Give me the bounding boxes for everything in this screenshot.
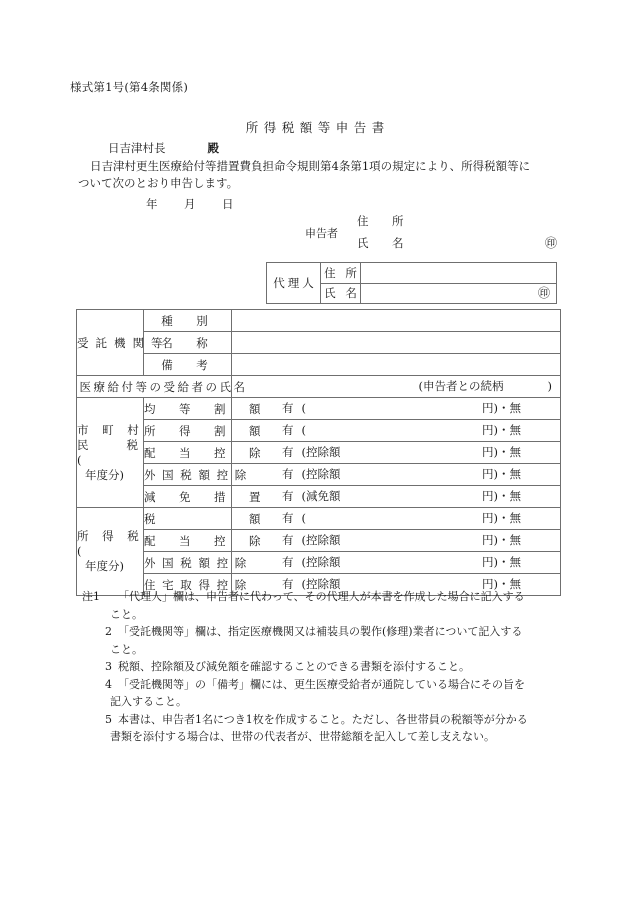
applicant-name-row[interactable] — [355, 232, 557, 254]
date-year-label: 年 — [146, 197, 158, 211]
agent-name-row[interactable] — [321, 283, 556, 303]
income-foreign-field[interactable]: 有 (控除額 円)・無 — [232, 552, 561, 574]
note-item — [82, 588, 564, 623]
declaration-table — [76, 309, 561, 596]
addressee-name: 日吉津村長 — [108, 141, 166, 155]
agent-address-field[interactable] — [361, 263, 556, 283]
note-number: 注1 — [82, 590, 100, 603]
entrusted-type-label: 種 別 — [144, 310, 232, 332]
municipal-reduction-field[interactable]: 有 (減免額 円)・無 — [232, 486, 561, 508]
municipal-foreign-field[interactable]: 有 (控除額 円)・無 — [232, 464, 561, 486]
note-text: 「代理人」欄は、申告者に代わって、その代理人が本書を作成した場合に記入する こと。 — [110, 590, 525, 621]
date-day-label: 日 — [222, 197, 234, 211]
table-row — [77, 442, 561, 464]
table-row — [77, 552, 561, 574]
note-text: 「受託機関等」欄は、指定医療機関又は補装具の製作(修理)業者について記入する こと。 — [110, 625, 523, 656]
date-line[interactable] — [146, 196, 234, 212]
entrusted-remarks-label: 備 考 — [144, 354, 232, 376]
intro-line-1: 日吉津村更生医療給付等措置費負担命令規則第4条第1項の規定により、所得税額等に — [90, 159, 531, 173]
table-row — [77, 420, 561, 442]
note-number: 4 — [105, 677, 112, 691]
entrusted-group-label: 受託機関等 — [77, 310, 144, 376]
agent-name-field[interactable] — [361, 283, 556, 303]
note-text: 本書は、申告者1名につき1枚を作成すること。ただし、各世帯員の税額等が分かる 書類を添付する場合は、世帯の代表者が、世帯総額を記入して差し支えない。 — [110, 712, 528, 743]
note-text: 税額、控除額及び減免額を確認することのできる書類を添付すること。 — [118, 660, 470, 673]
recipient-name-field[interactable] — [232, 376, 561, 398]
recipient-relation-open: (申告者との続柄 — [418, 379, 504, 393]
agent-label: 代理人 — [267, 263, 321, 303]
municipal-income-label: 所 得 割 額 — [144, 420, 232, 442]
note-item — [82, 623, 564, 658]
intro-paragraph — [78, 158, 558, 192]
income-taxamount-field[interactable]: 有 ( 円)・無 — [232, 508, 561, 530]
table-row — [77, 464, 561, 486]
table-row — [77, 486, 561, 508]
note-number: 2 — [105, 625, 112, 638]
notes-list — [82, 588, 564, 746]
entrusted-name-field[interactable] — [232, 332, 561, 354]
entrusted-name-label: 名 称 — [144, 332, 232, 354]
income-housing-label: 住 宅 取 得 控 除 — [144, 574, 232, 596]
note-number: 5 — [105, 712, 112, 726]
recipient-name-label: 医療給付等の受給者の氏名 — [77, 376, 232, 398]
municipal-percapita-label: 均 等 割 額 — [144, 398, 232, 420]
note-item — [82, 711, 564, 746]
applicant-label: 申告者 — [305, 227, 338, 240]
income-dividend-label: 配 当 控 除 — [144, 530, 232, 552]
municipal-dividend-label: 配 当 控 除 — [144, 442, 232, 464]
municipal-reduction-label: 減 免 措 置 — [144, 486, 232, 508]
applicant-name-label: 氏 名 — [357, 236, 410, 250]
applicant-address-row[interactable] — [355, 210, 557, 232]
agent-address-row[interactable] — [321, 263, 556, 284]
agent-address-label: 住 所 — [321, 263, 361, 283]
note-item — [82, 658, 564, 676]
page-title: 所得税額等申告書 — [245, 120, 390, 135]
table-row — [77, 310, 561, 332]
recipient-relation-close: ) — [547, 379, 552, 393]
municipal-income-field[interactable]: 有 ( 円)・無 — [232, 420, 561, 442]
date-month-label: 月 — [184, 197, 196, 211]
table-row — [77, 354, 561, 376]
form-number: 様式第1号(第4条関係) — [70, 80, 189, 94]
addressee-honorific: 殿 — [207, 141, 219, 155]
applicant-address-label: 住 所 — [357, 214, 410, 228]
agent-box — [266, 262, 557, 304]
table-row — [77, 530, 561, 552]
intro-line-2: ついて次のとおり申告します。 — [78, 176, 239, 190]
municipal-percapita-field[interactable]: 有 ( 円)・無 — [232, 398, 561, 420]
table-row — [77, 398, 561, 420]
entrusted-remarks-field[interactable] — [232, 354, 561, 376]
table-row — [77, 376, 561, 398]
note-number: 3 — [105, 660, 112, 673]
income-foreign-label: 外 国 税 額 控 除 — [144, 552, 232, 574]
entrusted-type-field[interactable] — [232, 310, 561, 332]
income-taxamount-label: 税 額 — [144, 508, 232, 530]
seal-icon: ㊞ — [537, 286, 550, 300]
municipal-foreign-label: 外 国 税 額 控 除 — [144, 464, 232, 486]
municipal-dividend-field[interactable]: 有 (控除額 円)・無 — [232, 442, 561, 464]
recipient-relation — [419, 376, 553, 397]
table-row — [77, 508, 561, 530]
income-housing-field[interactable]: 有 (控除額 円)・無 — [232, 574, 561, 596]
agent-name-label: 氏 名 — [321, 283, 361, 303]
income-dividend-field[interactable]: 有 (控除額 円)・無 — [232, 530, 561, 552]
applicant-block — [305, 212, 557, 256]
note-item — [82, 676, 564, 711]
note-text: 「受託機関等」の「備考」欄には、更生医療受給者が通院している場合にその旨を 記入すること。 — [110, 677, 525, 708]
income-tax-group-label: 所 得 税 ( 年度分) — [77, 508, 144, 596]
seal-icon: ㊞ — [544, 236, 557, 250]
municipal-tax-group-label: 市 町 村 民 税 ( 年度分) — [77, 398, 144, 508]
addressee-line — [108, 140, 219, 156]
